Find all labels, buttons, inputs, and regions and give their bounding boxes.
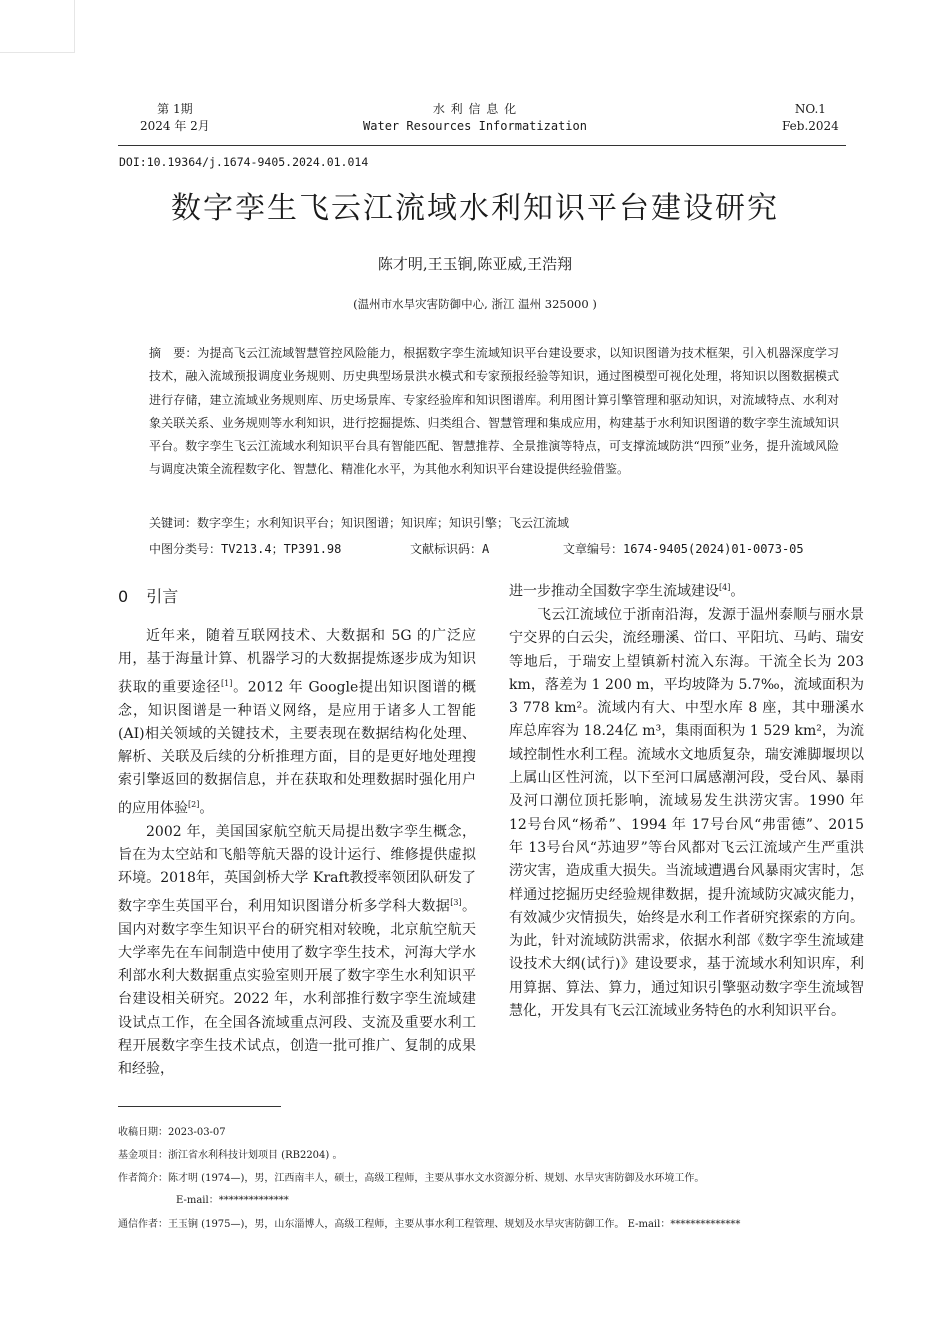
affiliation: (温州市水旱灾害防御中心, 浙江 温州 325000 ) (353, 297, 597, 311)
header-issue: 第 1期 (157, 102, 193, 116)
page-corner-mark (0, 0, 75, 53)
body-column-right (509, 576, 864, 1023)
header-divider (118, 145, 846, 146)
abstract: 摘 要：为提高飞云江流域智慧管控风险能力，根据数字孪生流域知识平台建设要求，以知识图谱为技术框架，引入机器深度学习技术，融入流域预报调度业务规则、历史典型场景洪水模式和专家预报经验等知识，通过图模型可视化处理，将知识以图数据模式进行存储，建立流域业务规则库、历史场景库、专家经验库和知识图谱库。利用图计算引擎管理和驱动知识，对流域特点、水利对象关联关系、业务规则等水利知识，进行挖掘提炼、归类组合、智慧管理和集成应用，构建基于水利知识图谱的数字孪生流域知识平台。数字孪生飞云江流域水利知识平台具有智能匹配、智慧推荐、全景推演等特点，可支撑流域防洪“四预”业务，提升流域风险与调度决策全流程数字化、智慧化、精准化水平，为其他水利知识平台建设提供经验借鉴。 (149, 346, 839, 477)
citation[interactable]: [2] (188, 799, 200, 809)
article-number: 文章编号：1674-9405(2024)01-0073-05 (563, 542, 804, 556)
header-journal-en: Water Resources Informatization (363, 119, 587, 133)
footnote-divider (118, 1106, 281, 1107)
body-paragraph (509, 576, 864, 604)
doi: DOI:10.19364/j.1674-9405.2024.01.014 (119, 155, 369, 169)
section-title: 引言 (146, 587, 179, 606)
body-paragraph: 飞云江流域位于浙南沿海，发源于温州泰顺与丽水景宁交界的白云尖，流经珊溪、峃口、平阳坑、马屿、瑞安等地后，于瑞安上望镇新村流入东海。干流全长为 203 km，落差为 1 200 m，平均坡降为 5.7‰，流域面积为 3 778 km²。流域内有大、中型水库 8 座，其中珊溪水库总库容为 18.24亿 m³，集雨面积为 1 529 km²，为流域控制性水利工程。流域水文地质复杂，瑞安滩脚堰坝以上属山区性河流，以下至河口属感潮河段，受台风、暴雨及河口潮位顶托影响，流域易发生洪涝灾害。1990 年 12号台风“杨希”、1994 年 17号台风“弗雷德”、2015 年 13号台风“苏迪罗”等台风都对飞云江流域产生严重洪涝灾害，造成重大损失。当流域遭遇台风暴雨灾害时，怎样通过挖掘历史经验规律数据，提升流域防灾减灾能力，有效减少灾情损失，始终是水利工作者研究探索的方向。为此，针对流域防洪需求，依据水利部《数字孪生流域建设技术大纲(试行)》建设要求，基于流域水利知识库，利用算据、算法、算力，通过知识引擎驱动数字孪生流域智慧化，开发具有飞云江流域业务特色的水利知识平台。 (509, 606, 864, 1019)
body-paragraph (118, 821, 476, 1082)
section-number: 0 (118, 587, 129, 606)
body-column-left (118, 625, 476, 1082)
citation[interactable]: [1] (221, 678, 233, 688)
body-paragraph (118, 625, 476, 821)
body-text: 近年来，随着互联网技术、大数据和 5G 的广泛应用，基于海量计算、机器学习的大数据提炼逐步成为知识获取的重要途径 (118, 628, 476, 696)
body-text: 2002 年，美国国家航空航天局提出数字孪生概念，旨在为太空站和飞船等航天器的设计运行、维修提供虚拟环境。2018年，英国剑桥大学 Kraft教授率领团队研发了数字孪生英国平台，利用知识图谱分析多学科大数据 (118, 823, 476, 915)
clc-number: 中图分类号：TV213.4；TP391.98 (149, 542, 342, 556)
body-text: 。2012 年 Google提出知识图谱的概念，知识图谱是一种语义网络，是应用于诸多人工智能(AI)相关领域的关键技术，主要表现在数据结构化处理、解析、关联及后续的分析推理方面，目的是更好地处理搜索引擎返回的数据信息，并在获取和处理数据时强化用户的应用体验 (118, 679, 477, 817)
footnote-author-email: E-mail：************** (176, 1195, 289, 1206)
body-text: 进一步推动全国数字孪生流域建设 (509, 583, 719, 600)
body-text: 。 (199, 800, 214, 817)
citation[interactable]: [3] (450, 897, 462, 907)
document-code: 文献标识码：A (410, 542, 490, 556)
header-journal-cn: 水 利 信 息 化 (432, 102, 518, 116)
section-heading (118, 584, 178, 607)
header-date-en: Feb.2024 (782, 119, 839, 133)
footnote-author-bio: 作者简介：陈才明 (1974—)，男，江西南丰人，硕士，高级工程师，主要从事水文水资源分析、规划、水旱灾害防御及水环境工作。 (118, 1173, 705, 1184)
header-number-block (782, 101, 839, 135)
body-text: 。 (730, 583, 745, 600)
citation[interactable]: [4] (719, 583, 731, 592)
footnote-received: 收稿日期：2023-03-07 (118, 1127, 226, 1138)
footnote-corresponding: 通信作者：王玉锏 (1975—)，男，山东淄博人，高级工程师，主要从事水利工程管理、规划及水旱灾害防御工作。 E-mail：************** (118, 1219, 741, 1230)
footnote-fund: 基金项目：浙江省水利科技计划项目 (RB2204) 。 (118, 1150, 343, 1161)
body-text: 。国内对数字孪生知识平台的研究相对较晚，北京航空航天大学率先在车间制造中使用了数字孪生技术，河海大学水利部水利大数据重点实验室则开展了数字孪生水利知识平台建设相关研究。2022 年，水利部推行数字孪生流域建设试点工作，在全国各流域重点河段、支流及重要水利工程开展数字孪生技术试点，创造一批可推广、复制的成果和经验， (118, 898, 477, 1078)
header-no: NO.1 (794, 102, 826, 116)
header-date-cn: 2024 年 2月 (140, 119, 210, 133)
keywords: 关键词：数字孪生；水利知识平台；知识图谱；知识库；知识引擎；飞云江流域 (149, 516, 570, 530)
paper-title: 数字孪生飞云江流域水利知识平台建设研究 (171, 191, 779, 226)
authors: 陈才明,王玉锏,陈亚威,王浩翔 (377, 255, 573, 273)
